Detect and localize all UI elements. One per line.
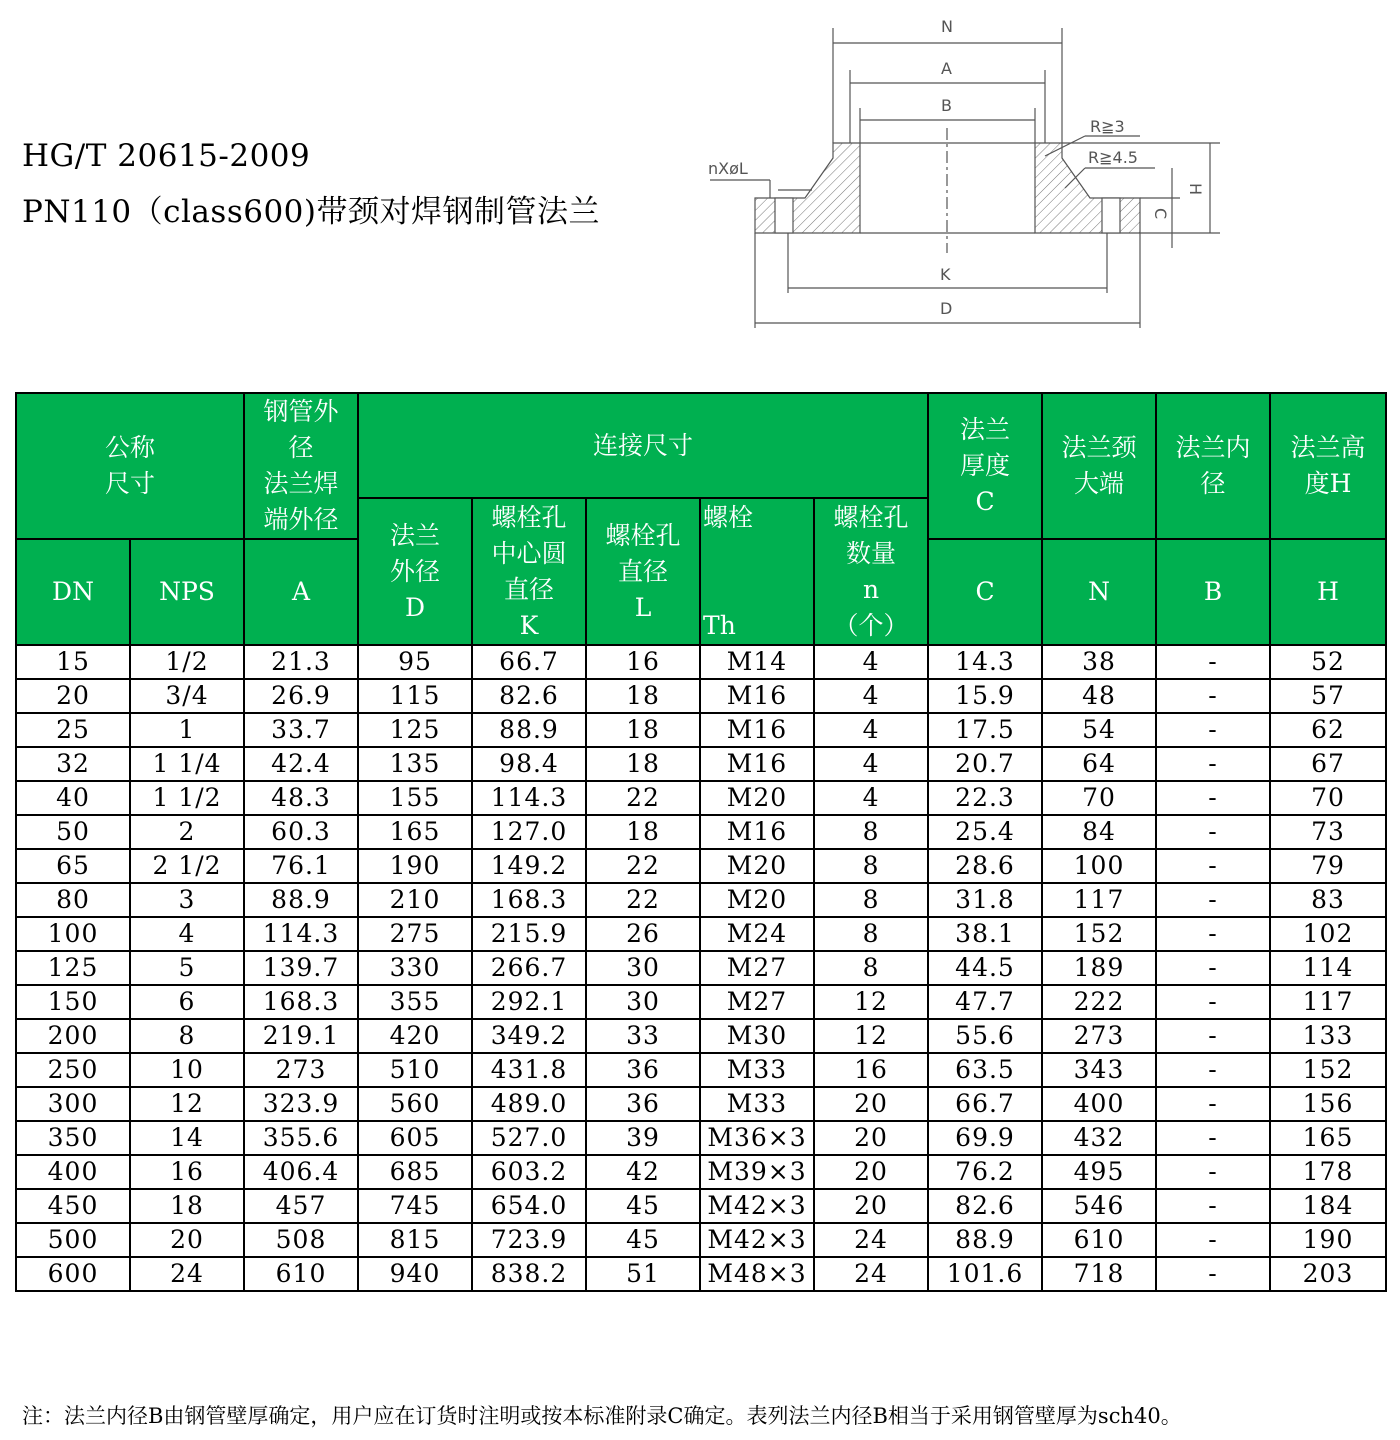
- cell-c: 82.6: [928, 1189, 1042, 1223]
- cell-n: 4: [814, 747, 928, 781]
- cell-dn: 125: [16, 951, 130, 985]
- header-b-symbol: B: [1156, 539, 1270, 645]
- cell-h: 133: [1270, 1019, 1386, 1053]
- cell-k: 88.9: [472, 713, 586, 747]
- cell-l: 16: [586, 645, 700, 679]
- cell-d: 125: [358, 713, 472, 747]
- cell-n: 24: [814, 1223, 928, 1257]
- cell-th: M36×3: [700, 1121, 814, 1155]
- cell-dn: 32: [16, 747, 130, 781]
- cell-nps: 2 1/2: [130, 849, 244, 883]
- cell-h: 190: [1270, 1223, 1386, 1257]
- cell-a: 273: [244, 1053, 358, 1087]
- document-title-flange: PN110（class600)带颈对焊钢制管法兰: [22, 194, 600, 230]
- header-neck: 法兰颈 大端: [1042, 393, 1156, 539]
- cell-l: 45: [586, 1189, 700, 1223]
- cell-a: 114.3: [244, 917, 358, 951]
- cell-b: -: [1156, 1189, 1270, 1223]
- cell-th: M20: [700, 849, 814, 883]
- cell-c: 44.5: [928, 951, 1042, 985]
- cell-d: 95: [358, 645, 472, 679]
- cell-th: M30: [700, 1019, 814, 1053]
- cell-nps: 1/2: [130, 645, 244, 679]
- cell-a: 42.4: [244, 747, 358, 781]
- cell-nps: 24: [130, 1257, 244, 1291]
- cell-a: 610: [244, 1257, 358, 1291]
- cell-dn: 350: [16, 1121, 130, 1155]
- cell-th: M33: [700, 1053, 814, 1087]
- cell-neck: 546: [1042, 1189, 1156, 1223]
- cell-k: 127.0: [472, 815, 586, 849]
- cell-k: 215.9: [472, 917, 586, 951]
- cell-k: 266.7: [472, 951, 586, 985]
- cell-dn: 80: [16, 883, 130, 917]
- cell-k: 431.8: [472, 1053, 586, 1087]
- cell-l: 18: [586, 747, 700, 781]
- cell-a: 508: [244, 1223, 358, 1257]
- cell-nps: 12: [130, 1087, 244, 1121]
- cell-k: 603.2: [472, 1155, 586, 1189]
- cell-l: 26: [586, 917, 700, 951]
- header-inner-diameter: 法兰内 径: [1156, 393, 1270, 539]
- cell-l: 42: [586, 1155, 700, 1189]
- cell-neck: 495: [1042, 1155, 1156, 1189]
- cell-a: 48.3: [244, 781, 358, 815]
- cell-k: 349.2: [472, 1019, 586, 1053]
- dim-label-h: H: [1186, 183, 1205, 196]
- cell-neck: 100: [1042, 849, 1156, 883]
- cell-th: M24: [700, 917, 814, 951]
- cell-nps: 1: [130, 713, 244, 747]
- cell-d: 510: [358, 1053, 472, 1087]
- cell-th: M27: [700, 985, 814, 1019]
- cell-dn: 200: [16, 1019, 130, 1053]
- cell-h: 57: [1270, 679, 1386, 713]
- cell-d: 560: [358, 1087, 472, 1121]
- cell-n: 8: [814, 849, 928, 883]
- cell-dn: 150: [16, 985, 130, 1019]
- cell-neck: 48: [1042, 679, 1156, 713]
- table-row: [16, 951, 1386, 985]
- cell-d: 190: [358, 849, 472, 883]
- cell-l: 30: [586, 985, 700, 1019]
- cell-h: 152: [1270, 1053, 1386, 1087]
- cell-k: 114.3: [472, 781, 586, 815]
- cell-a: 355.6: [244, 1121, 358, 1155]
- cell-th: M16: [700, 713, 814, 747]
- cell-b: -: [1156, 985, 1270, 1019]
- header-bolt-hole: 螺栓孔 直径 L: [586, 498, 700, 645]
- cell-d: 210: [358, 883, 472, 917]
- cell-c: 17.5: [928, 713, 1042, 747]
- cell-c: 101.6: [928, 1257, 1042, 1291]
- document-title-standard: HG/T 20615-2009: [22, 138, 311, 174]
- table-row: [16, 781, 1386, 815]
- cell-h: 102: [1270, 917, 1386, 951]
- cell-nps: 16: [130, 1155, 244, 1189]
- cell-b: -: [1156, 679, 1270, 713]
- cell-n: 12: [814, 1019, 928, 1053]
- cell-dn: 500: [16, 1223, 130, 1257]
- cell-neck: 400: [1042, 1087, 1156, 1121]
- cell-neck: 222: [1042, 985, 1156, 1019]
- cell-n: 20: [814, 1155, 928, 1189]
- cell-nps: 5: [130, 951, 244, 985]
- cell-neck: 273: [1042, 1019, 1156, 1053]
- cell-c: 66.7: [928, 1087, 1042, 1121]
- cell-n: 4: [814, 781, 928, 815]
- cell-l: 18: [586, 815, 700, 849]
- cell-l: 18: [586, 713, 700, 747]
- cell-dn: 40: [16, 781, 130, 815]
- cell-a: 139.7: [244, 951, 358, 985]
- cell-nps: 3/4: [130, 679, 244, 713]
- cell-d: 745: [358, 1189, 472, 1223]
- cell-b: -: [1156, 815, 1270, 849]
- cell-n: 8: [814, 951, 928, 985]
- cell-n: 20: [814, 1121, 928, 1155]
- cell-b: -: [1156, 713, 1270, 747]
- cell-k: 654.0: [472, 1189, 586, 1223]
- cell-c: 63.5: [928, 1053, 1042, 1087]
- cell-th: M42×3: [700, 1189, 814, 1223]
- cell-th: M33: [700, 1087, 814, 1121]
- cell-k: 723.9: [472, 1223, 586, 1257]
- cell-b: -: [1156, 1053, 1270, 1087]
- table-row: [16, 985, 1386, 1019]
- cell-l: 33: [586, 1019, 700, 1053]
- cell-c: 88.9: [928, 1223, 1042, 1257]
- table-row: [16, 849, 1386, 883]
- cell-h: 83: [1270, 883, 1386, 917]
- cell-nps: 10: [130, 1053, 244, 1087]
- cell-b: -: [1156, 849, 1270, 883]
- cell-d: 605: [358, 1121, 472, 1155]
- cell-k: 82.6: [472, 679, 586, 713]
- dim-label-r1: R≧3: [1090, 117, 1125, 136]
- cell-a: 26.9: [244, 679, 358, 713]
- cell-n: 24: [814, 1257, 928, 1291]
- header-flange-thickness: 法兰 厚度 C: [928, 393, 1042, 539]
- cell-neck: 432: [1042, 1121, 1156, 1155]
- cell-n: 4: [814, 713, 928, 747]
- cell-k: 838.2: [472, 1257, 586, 1291]
- cell-d: 115: [358, 679, 472, 713]
- cell-neck: 38: [1042, 645, 1156, 679]
- header-c-symbol: C: [928, 539, 1042, 645]
- cell-c: 76.2: [928, 1155, 1042, 1189]
- cell-nps: 14: [130, 1121, 244, 1155]
- dim-label-c: C: [1151, 208, 1170, 220]
- cell-a: 60.3: [244, 815, 358, 849]
- cell-neck: 84: [1042, 815, 1156, 849]
- cell-neck: 189: [1042, 951, 1156, 985]
- cell-th: M39×3: [700, 1155, 814, 1189]
- cell-c: 47.7: [928, 985, 1042, 1019]
- cell-dn: 100: [16, 917, 130, 951]
- cell-n: 8: [814, 883, 928, 917]
- cell-b: -: [1156, 1019, 1270, 1053]
- cell-h: 62: [1270, 713, 1386, 747]
- cell-l: 22: [586, 781, 700, 815]
- cell-nps: 20: [130, 1223, 244, 1257]
- header-bolt-count: 螺栓孔 数量 n （个）: [814, 498, 928, 645]
- cell-n: 20: [814, 1189, 928, 1223]
- cell-th: M42×3: [700, 1223, 814, 1257]
- cell-dn: 250: [16, 1053, 130, 1087]
- cell-dn: 600: [16, 1257, 130, 1291]
- header-pipe-od: 钢管外 径 法兰焊 端外径: [244, 393, 358, 539]
- cell-c: 20.7: [928, 747, 1042, 781]
- cell-nps: 1 1/4: [130, 747, 244, 781]
- cell-b: -: [1156, 1223, 1270, 1257]
- header-dn: DN: [16, 539, 130, 645]
- flange-drawing: [700, 8, 1230, 333]
- header-a: A: [244, 539, 358, 645]
- cell-k: 98.4: [472, 747, 586, 781]
- cell-c: 69.9: [928, 1121, 1042, 1155]
- cell-b: -: [1156, 883, 1270, 917]
- cell-nps: 2: [130, 815, 244, 849]
- cell-h: 203: [1270, 1257, 1386, 1291]
- cell-nps: 18: [130, 1189, 244, 1223]
- dim-label-k: K: [940, 265, 951, 284]
- cell-l: 22: [586, 849, 700, 883]
- table-row: [16, 645, 1386, 679]
- cell-l: 22: [586, 883, 700, 917]
- cell-th: M48×3: [700, 1257, 814, 1291]
- cell-h: 114: [1270, 951, 1386, 985]
- cell-nps: 3: [130, 883, 244, 917]
- cell-b: -: [1156, 1087, 1270, 1121]
- table-row: [16, 917, 1386, 951]
- cell-b: -: [1156, 747, 1270, 781]
- dim-label-d: D: [940, 299, 953, 318]
- cell-d: 155: [358, 781, 472, 815]
- cell-n: 8: [814, 917, 928, 951]
- flange-left-section: [755, 143, 860, 233]
- cell-dn: 65: [16, 849, 130, 883]
- dim-label-bolt: nXøL: [708, 159, 748, 178]
- cell-l: 36: [586, 1087, 700, 1121]
- cell-neck: 343: [1042, 1053, 1156, 1087]
- cell-a: 33.7: [244, 713, 358, 747]
- cell-l: 18: [586, 679, 700, 713]
- cell-n: 20: [814, 1087, 928, 1121]
- table-row: [16, 1189, 1386, 1223]
- header-nominal-size: 公称 尺寸: [16, 393, 244, 539]
- cell-th: M16: [700, 679, 814, 713]
- cell-neck: 610: [1042, 1223, 1156, 1257]
- cell-c: 38.1: [928, 917, 1042, 951]
- cell-h: 67: [1270, 747, 1386, 781]
- cell-dn: 20: [16, 679, 130, 713]
- header-connection-size: 连接尺寸: [358, 393, 928, 498]
- cell-h: 79: [1270, 849, 1386, 883]
- cell-d: 165: [358, 815, 472, 849]
- cell-b: -: [1156, 951, 1270, 985]
- cell-d: 420: [358, 1019, 472, 1053]
- cell-a: 21.3: [244, 645, 358, 679]
- cell-d: 330: [358, 951, 472, 985]
- header-flange-od: 法兰 外径 D: [358, 498, 472, 645]
- cell-neck: 152: [1042, 917, 1156, 951]
- table-row: [16, 679, 1386, 713]
- header-bolt: 螺栓 Th: [700, 498, 814, 645]
- cell-neck: 718: [1042, 1257, 1156, 1291]
- cell-b: -: [1156, 1121, 1270, 1155]
- cell-k: 168.3: [472, 883, 586, 917]
- cell-b: -: [1156, 781, 1270, 815]
- cell-neck: 64: [1042, 747, 1156, 781]
- cell-d: 685: [358, 1155, 472, 1189]
- table-row: [16, 1155, 1386, 1189]
- cell-a: 76.1: [244, 849, 358, 883]
- table-row: [16, 1087, 1386, 1121]
- cell-b: -: [1156, 917, 1270, 951]
- cell-c: 14.3: [928, 645, 1042, 679]
- header-n-symbol: N: [1042, 539, 1156, 645]
- cell-b: -: [1156, 1155, 1270, 1189]
- cell-b: -: [1156, 645, 1270, 679]
- cell-h: 52: [1270, 645, 1386, 679]
- cell-n: 16: [814, 1053, 928, 1087]
- cell-l: 36: [586, 1053, 700, 1087]
- header-nps: NPS: [130, 539, 244, 645]
- cell-neck: 117: [1042, 883, 1156, 917]
- dim-label-a: A: [941, 59, 952, 78]
- cell-dn: 25: [16, 713, 130, 747]
- table-row: [16, 747, 1386, 781]
- cell-k: 149.2: [472, 849, 586, 883]
- cell-h: 156: [1270, 1087, 1386, 1121]
- cell-a: 457: [244, 1189, 358, 1223]
- cell-dn: 400: [16, 1155, 130, 1189]
- dim-label-r2: R≧4.5: [1088, 148, 1138, 167]
- footnote: 注：法兰内径B由钢管壁厚确定，用户应在订货时注明或按本标准附录C确定。表列法兰内径B相当于采用钢管壁厚为sch40。: [22, 1404, 1182, 1428]
- cell-n: 4: [814, 645, 928, 679]
- cell-h: 70: [1270, 781, 1386, 815]
- cell-nps: 6: [130, 985, 244, 1019]
- cell-c: 31.8: [928, 883, 1042, 917]
- table-row: [16, 883, 1386, 917]
- cell-d: 815: [358, 1223, 472, 1257]
- cell-th: M16: [700, 815, 814, 849]
- cell-c: 15.9: [928, 679, 1042, 713]
- cell-th: M27: [700, 951, 814, 985]
- cell-th: M16: [700, 747, 814, 781]
- cell-k: 292.1: [472, 985, 586, 1019]
- cell-n: 12: [814, 985, 928, 1019]
- cell-k: 66.7: [472, 645, 586, 679]
- header-flange-height: 法兰高 度H: [1270, 393, 1386, 539]
- cell-l: 51: [586, 1257, 700, 1291]
- cell-a: 219.1: [244, 1019, 358, 1053]
- cell-k: 489.0: [472, 1087, 586, 1121]
- cell-th: M20: [700, 883, 814, 917]
- cell-dn: 300: [16, 1087, 130, 1121]
- cell-a: 323.9: [244, 1087, 358, 1121]
- cell-neck: 54: [1042, 713, 1156, 747]
- cell-l: 30: [586, 951, 700, 985]
- dim-label-n: N: [941, 17, 953, 36]
- cell-dn: 450: [16, 1189, 130, 1223]
- header-h-symbol: H: [1270, 539, 1386, 645]
- cell-h: 184: [1270, 1189, 1386, 1223]
- cell-neck: 70: [1042, 781, 1156, 815]
- cell-c: 28.6: [928, 849, 1042, 883]
- cell-k: 527.0: [472, 1121, 586, 1155]
- cell-dn: 50: [16, 815, 130, 849]
- cell-h: 165: [1270, 1121, 1386, 1155]
- cell-c: 55.6: [928, 1019, 1042, 1053]
- cell-a: 168.3: [244, 985, 358, 1019]
- table-row: [16, 1019, 1386, 1053]
- table-row: [16, 1257, 1386, 1291]
- cell-nps: 1 1/2: [130, 781, 244, 815]
- cell-nps: 8: [130, 1019, 244, 1053]
- cell-d: 940: [358, 1257, 472, 1291]
- table-row: [16, 713, 1386, 747]
- cell-a: 406.4: [244, 1155, 358, 1189]
- cell-l: 39: [586, 1121, 700, 1155]
- cell-a: 88.9: [244, 883, 358, 917]
- cell-n: 8: [814, 815, 928, 849]
- cell-h: 117: [1270, 985, 1386, 1019]
- table-row: [16, 1223, 1386, 1257]
- cell-l: 45: [586, 1223, 700, 1257]
- cell-n: 4: [814, 679, 928, 713]
- cell-dn: 15: [16, 645, 130, 679]
- table-row: [16, 1053, 1386, 1087]
- cell-th: M14: [700, 645, 814, 679]
- cell-c: 25.4: [928, 815, 1042, 849]
- cell-d: 355: [358, 985, 472, 1019]
- table-row: [16, 1121, 1386, 1155]
- cell-b: -: [1156, 1257, 1270, 1291]
- cell-h: 178: [1270, 1155, 1386, 1189]
- cell-h: 73: [1270, 815, 1386, 849]
- header-bolt-circle: 螺栓孔 中心圆 直径 K: [472, 498, 586, 645]
- cell-d: 135: [358, 747, 472, 781]
- cell-d: 275: [358, 917, 472, 951]
- cell-nps: 4: [130, 917, 244, 951]
- cell-th: M20: [700, 781, 814, 815]
- cell-c: 22.3: [928, 781, 1042, 815]
- flange-spec-table: [15, 392, 1387, 1292]
- dim-label-b: B: [941, 96, 952, 115]
- table-row: [16, 815, 1386, 849]
